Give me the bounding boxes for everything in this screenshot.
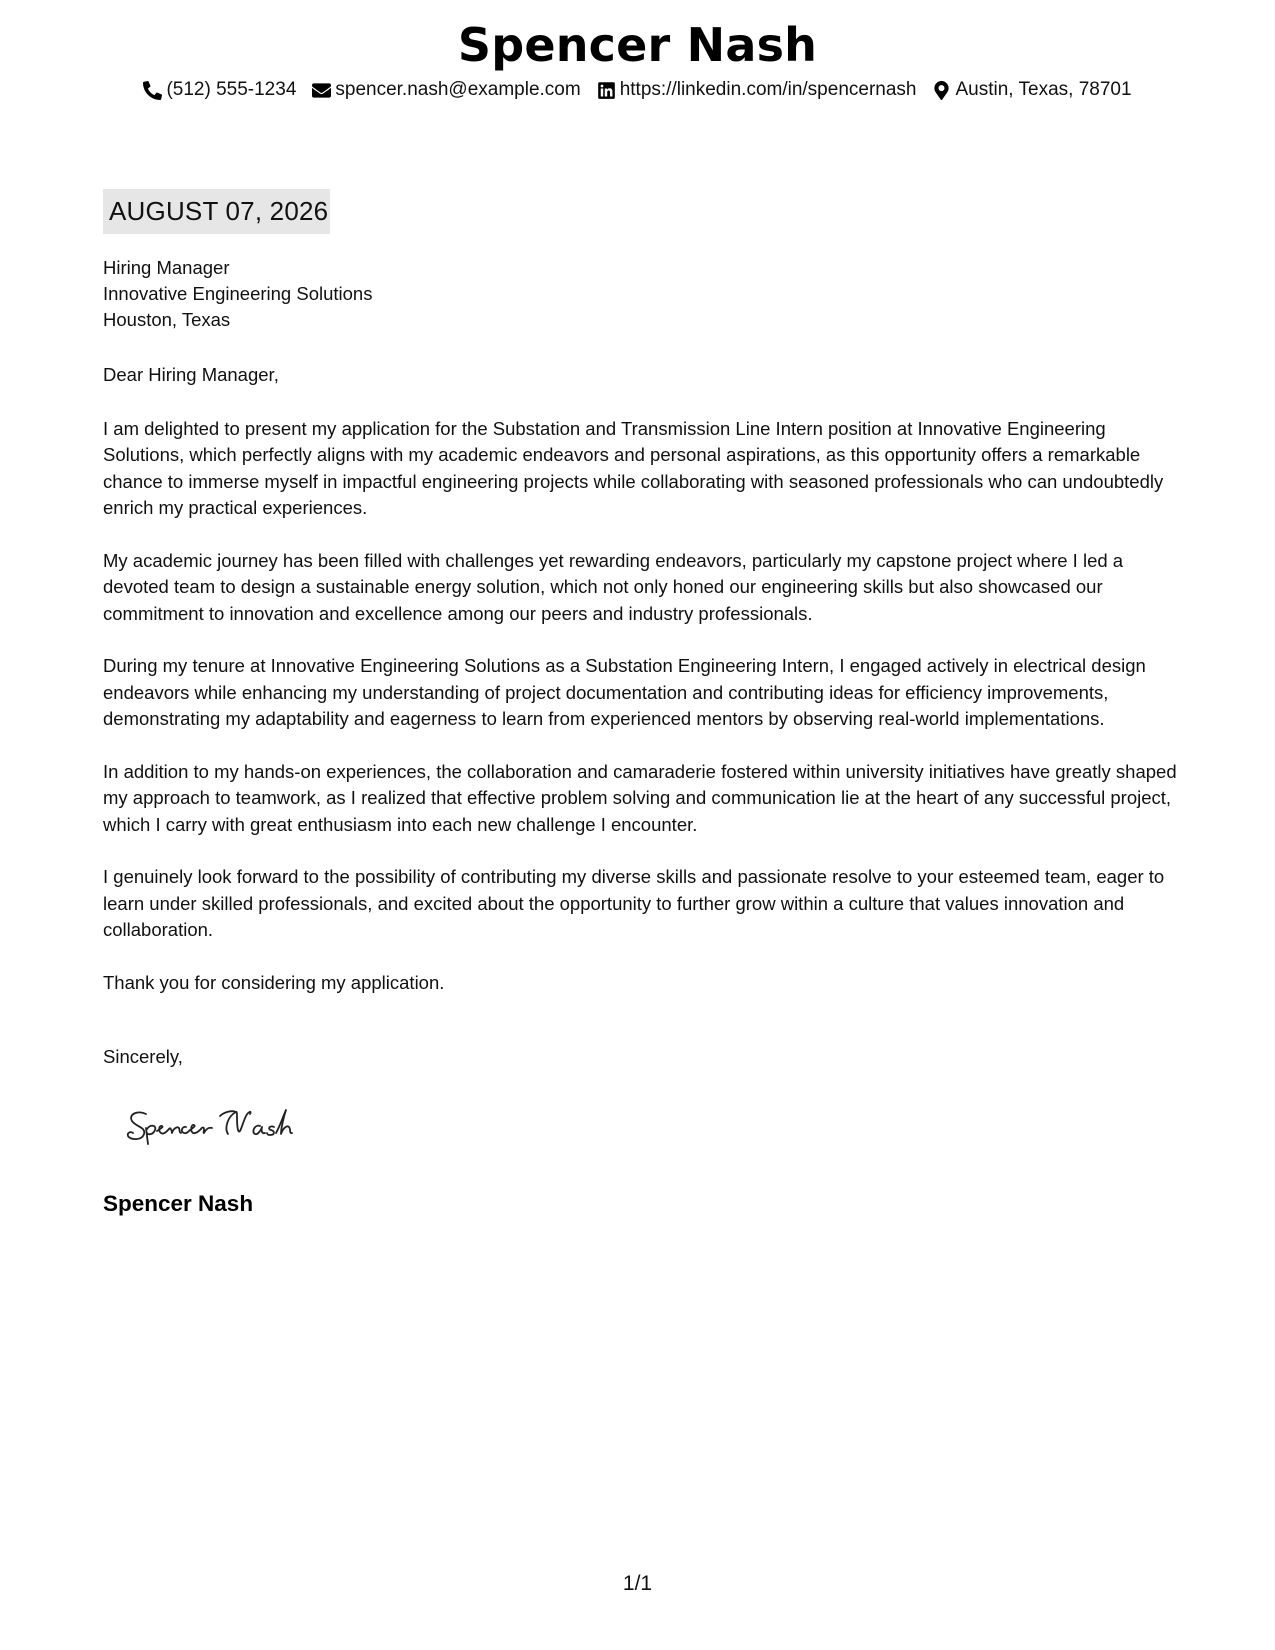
body-paragraph: During my tenure at Innovative Engineering Solutions as a Substation Engineering Intern, I engaged actively in electrical design endeavors while enhancing my understanding of project documentation and contributing ideas for efficiency improvements, demonstrating my adaptability and eagerness to learn from experienced mentors by observing real-world implementations. (103, 655, 1146, 729)
linkedin-icon (597, 81, 616, 100)
applicant-name-heading: Spencer Nash (457, 18, 818, 72)
body-paragraph: My academic journey has been filled with challenges yet rewarding endeavors, particularly my capstone project where I led a devoted team to design a sustainable energy solution, which not only honed our engineering skills but also showcased our commitment to innovation and excellence among our peers and industry professionals. (103, 549, 1124, 624)
body-paragraph: In addition to my hands-on experiences, the collaboration and camaraderie fostered within university initiatives have greatly shaped my approach to teamwork, as I realized that effective problem solving and communication lie at the heart of any successful project, which I carry with great enthusiasm into each new challenge I encounter. (103, 760, 1177, 835)
contact-email-text: spencer.nash@example.com (335, 79, 581, 100)
map-marker-icon (932, 81, 951, 100)
recipient-title: Hiring Manager (103, 257, 230, 278)
salutation: Dear Hiring Manager, (103, 364, 279, 385)
body-paragraph: Thank you for considering my application. (103, 971, 445, 993)
body-paragraph: I genuinely look forward to the possibility of contributing my diverse skills and passionate resolve to your esteemed team, eager to learn under skilled professionals, and excited about the opportunity to further grow within a culture that values innovation and collaboration. (103, 866, 1165, 940)
body-paragraph: I am delighted to present my application for the Substation and Transmission Line Intern position at Innovative Engineering Solutions, which perfectly aligns with my academic endeavors and personal aspirations, as this opportunity offers a remarkable chance to immerse myself in impactful engineering projects while collaborating with seasoned professionals who can undoubtedly enrich my practical experiences. (103, 417, 1164, 518)
recipient-company: Innovative Engineering Solutions (103, 283, 373, 304)
letter-body (103, 362, 1178, 1022)
phone-icon (143, 81, 162, 100)
contact-email (312, 79, 580, 101)
contact-info-row (0, 79, 1275, 101)
recipient-block (103, 255, 372, 333)
contact-linkedin (597, 79, 917, 101)
contact-phone (143, 79, 296, 101)
contact-location-text: Austin, Texas, 78701 (955, 79, 1132, 100)
contact-location (932, 79, 1131, 101)
contact-phone-text: (512) 555-1234 (166, 79, 297, 100)
closing: Sincerely, (103, 1046, 183, 1067)
contact-linkedin-text: https://linkedin.com/in/spencernash (619, 79, 917, 100)
envelope-icon (312, 81, 331, 100)
recipient-location: Houston, Texas (103, 309, 231, 330)
page-number: 1/1 (622, 1572, 653, 1595)
signer-name: Spencer Nash (103, 1191, 254, 1216)
handwritten-signature (124, 1100, 344, 1150)
letter-date: AUGUST 07, 2026 (103, 189, 330, 234)
